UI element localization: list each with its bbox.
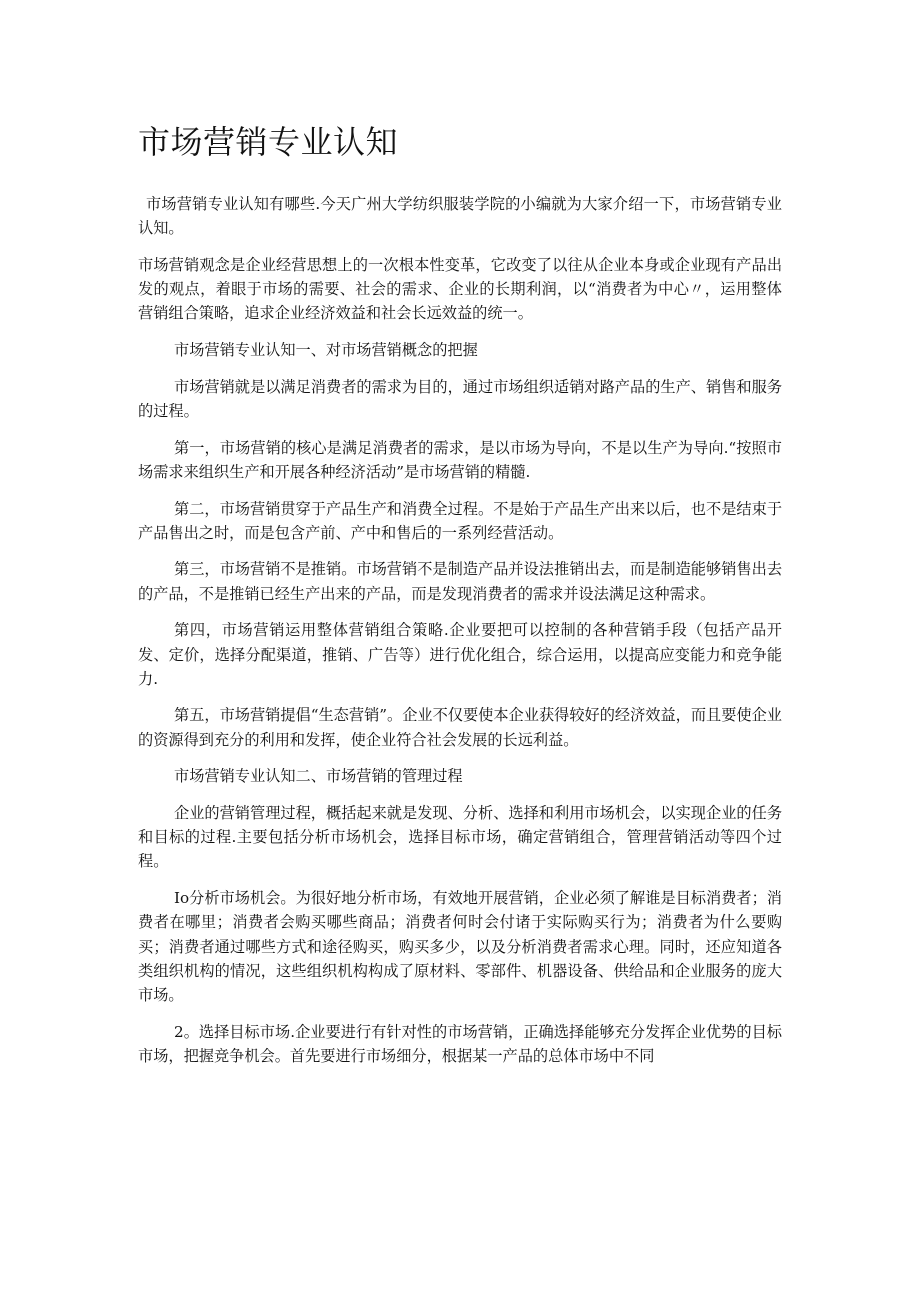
point-five-paragraph: 第五，市场营销提倡“生态营销”。企业不仅要使本企业获得较好的经济效益，而且要使企业的资源得到充分的利用和发挥，使企业符合社会发展的长远利益。 (138, 706, 782, 749)
point-three-paragraph: 第三，市场营销不是推销。市场营销不是制造产品并设法推销出去，而是制造能够销售出去的产品，不是推销已经生产出来的产品，而是发现消费者的需求并设法满足这种需求。 (138, 560, 782, 603)
section-heading-two: 市场营销专业认知二、市场营销的管理过程 (174, 767, 463, 786)
definition-paragraph: 市场营销就是以满足消费者的需求为目的，通过市场组织适销对路产品的生产、销售和服务的过程。 (138, 377, 782, 420)
section-heading-one: 市场营销专业认知一、对市场营销概念的把握 (174, 341, 478, 360)
intro-paragraph: 市场营销专业认知有哪些.今天广州大学纺织服装学院的小编就为大家介绍一下，市场营销专业认知。 (138, 195, 782, 238)
document-page (138, 118, 782, 1081)
document-title: 市场营销专业认知 (138, 123, 399, 161)
step-one-paragraph: Io分析市场机会。为很好地分析市场，有效地开展营销，企业必须了解谁是目标消费者；消费者在哪里；消费者会购买哪些商品；消费者何时会付诸于实际购买行为；消费者为什么要购买；消费者通过哪些方式和途径购买，购买多少，以及分析消费者需求心理。同时，还应知道各类组织机构的情况，这些组织机构构成了原材料、零部件、机器设备、供给品和企业服务的庞大市场。 (138, 889, 782, 1004)
point-four-paragraph: 第四，市场营销运用整体营销组合策略.企业要把可以控制的各种营销手段（包括产品开发、定价，选择分配渠道，推销、广告等）进行优化组合，综合运用，以提高应变能力和竞争能力. (138, 621, 782, 688)
point-two-paragraph: 第二，市场营销贯穿于产品生产和消费全过程。不是始于产品生产出来以后，也不是结束于产品售出之时，而是包含产前、产中和售后的一系列经营活动。 (138, 499, 782, 542)
concept-paragraph: 市场营销观念是企业经营思想上的一次根本性变革，它改变了以往从企业本身或企业现有产品出发的观点，着眼于市场的需要、社会的需求、企业的长期利润，以“消费者为中心〃，运用整体营销组合策略，追求企业经济效益和社会长远效益的统一。 (138, 255, 782, 323)
point-one-paragraph: 第一，市场营销的核心是满足消费者的需求，是以市场为导向，不是以生产为导向.“按照市场需求来组织生产和开展各种经济活动”是市场营销的精髓. (138, 438, 782, 481)
step-two-paragraph: 2。选择目标市场.企业要进行有针对性的市场营销，正确选择能够充分发挥企业优势的目标市场，把握竞争机会。首先要进行市场细分，根据某一产品的总体市场中不同 (138, 1022, 782, 1065)
process-paragraph: 企业的营销管理过程，概括起来就是发现、分析、选择和利用市场机会，以实现企业的任务和目标的过程.主要包括分析市场机会，选择目标市场，确定营销组合，管理营销活动等四个过程。 (138, 804, 782, 871)
